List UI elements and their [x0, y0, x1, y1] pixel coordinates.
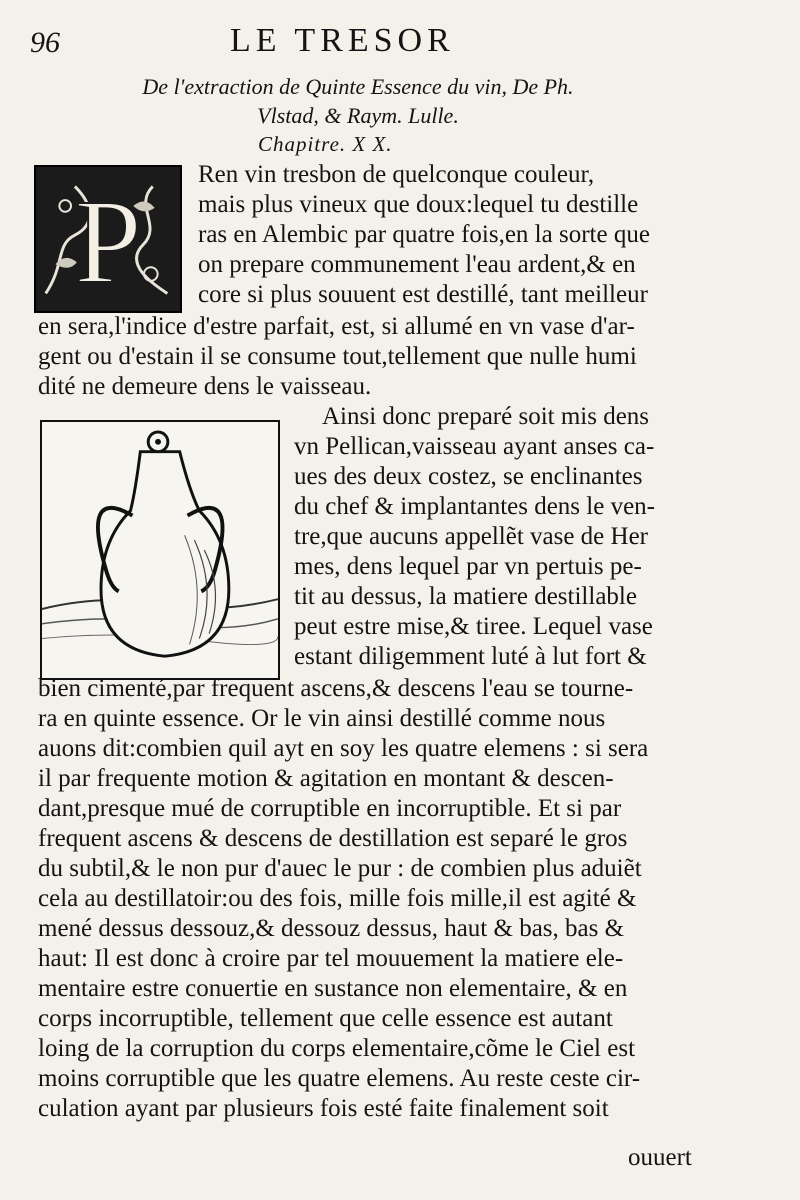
body-line: ra en quinte essence. Or le vin ainsi destillé comme nous — [38, 705, 606, 732]
body-line: moins corruptible que les quatre elemens. Au reste ceste cir- — [38, 1065, 641, 1092]
body-line: mes, dens lequel par vn pertuis pe- — [294, 553, 642, 580]
chapter-number: Chapitre. X X. — [258, 132, 393, 156]
body-line: tit au dessus, la matiere destillable — [294, 583, 637, 610]
body-line: en sera,l'indice d'estre parfait, est, si allumé en vn vase d'ar- — [38, 313, 635, 340]
body-line: tre,que aucuns appellẽt vase de Her — [294, 523, 649, 550]
body-line: mentaire estre conuertie en sustance non elementaire, & en — [38, 975, 628, 1002]
body-line: haut: Il est donc à croire par tel mouuement la matiere ele- — [38, 945, 624, 972]
body-line: gent ou d'estain il se consume tout,tellement que nulle humi — [38, 343, 637, 370]
body-line: corps incorruptible, tellement que celle essence est autant — [38, 1005, 613, 1032]
body-line: mené dessus dessouz,& dessouz dessus, haut & bas, bas & — [38, 915, 625, 942]
body-line: dité ne demeure dens le vaisseau. — [38, 373, 372, 400]
body-line: on prepare communement l'eau ardent,& en — [198, 251, 636, 278]
ornate-letter-p-icon — [34, 165, 182, 313]
chapter-title — [128, 72, 588, 130]
body-line: bien cimenté,par frequent ascens,& descens l'eau se tourne- — [38, 675, 634, 702]
catchword: ouuert — [628, 1144, 692, 1171]
body-line: auons dit:combien quil ayt en soy les quatre elemens : si sera — [38, 735, 649, 762]
body-line: culation ayant par plusieurs fois esté faite finalement soit — [38, 1095, 609, 1122]
body-line: cela au destillatoir:ou des fois, mille fois mille,il est agité & — [38, 885, 637, 912]
body-line: Ren vin tresbon de quelconque couleur, — [198, 161, 595, 188]
body-line: dant,presque mué de corruptible en incorruptible. Et si par — [38, 795, 622, 822]
body-line: estant diligemment luté à lut fort & — [294, 643, 647, 670]
body-line: ras en Alembic par quatre fois,en la sorte que — [198, 221, 650, 248]
body-line: du chef & implantantes dens le ven- — [294, 493, 655, 520]
body-line: du subtil,& le non pur d'auec le pur : de combien plus aduiẽt — [38, 855, 642, 882]
page-number: 96 — [30, 26, 60, 59]
chapter-title-line: De l'extraction de Quinte Essence du vin, De Ph. — [142, 74, 574, 99]
body-line: il par frequente motion & agitation en montant & descen- — [38, 765, 614, 792]
body-line: ues des deux costez, se enclinantes — [294, 463, 643, 490]
chapter-title-line: Vlstad, & Raym. Lulle. — [257, 103, 459, 128]
body-line: frequent ascens & descens de destillation est separé le gros — [38, 825, 628, 852]
body-line: vn Pellican,vaisseau ayant anses ca- — [294, 433, 655, 460]
body-line: peut estre mise,& tiree. Lequel vase — [294, 613, 653, 640]
body-line: loing de la corruption du corps elementaire,cõme le Ciel est — [38, 1035, 636, 1062]
svg-text:P: P — [74, 174, 142, 309]
body-line: core si plus souuent est destillé, tant meilleur — [198, 281, 648, 308]
body-line: Ainsi donc preparé soit mis dens — [322, 403, 650, 430]
pelican-vessel-illustration-icon — [40, 420, 280, 680]
running-title: LE TRESOR — [230, 22, 455, 59]
body-line: mais plus vineux que doux:lequel tu destille — [198, 191, 639, 218]
